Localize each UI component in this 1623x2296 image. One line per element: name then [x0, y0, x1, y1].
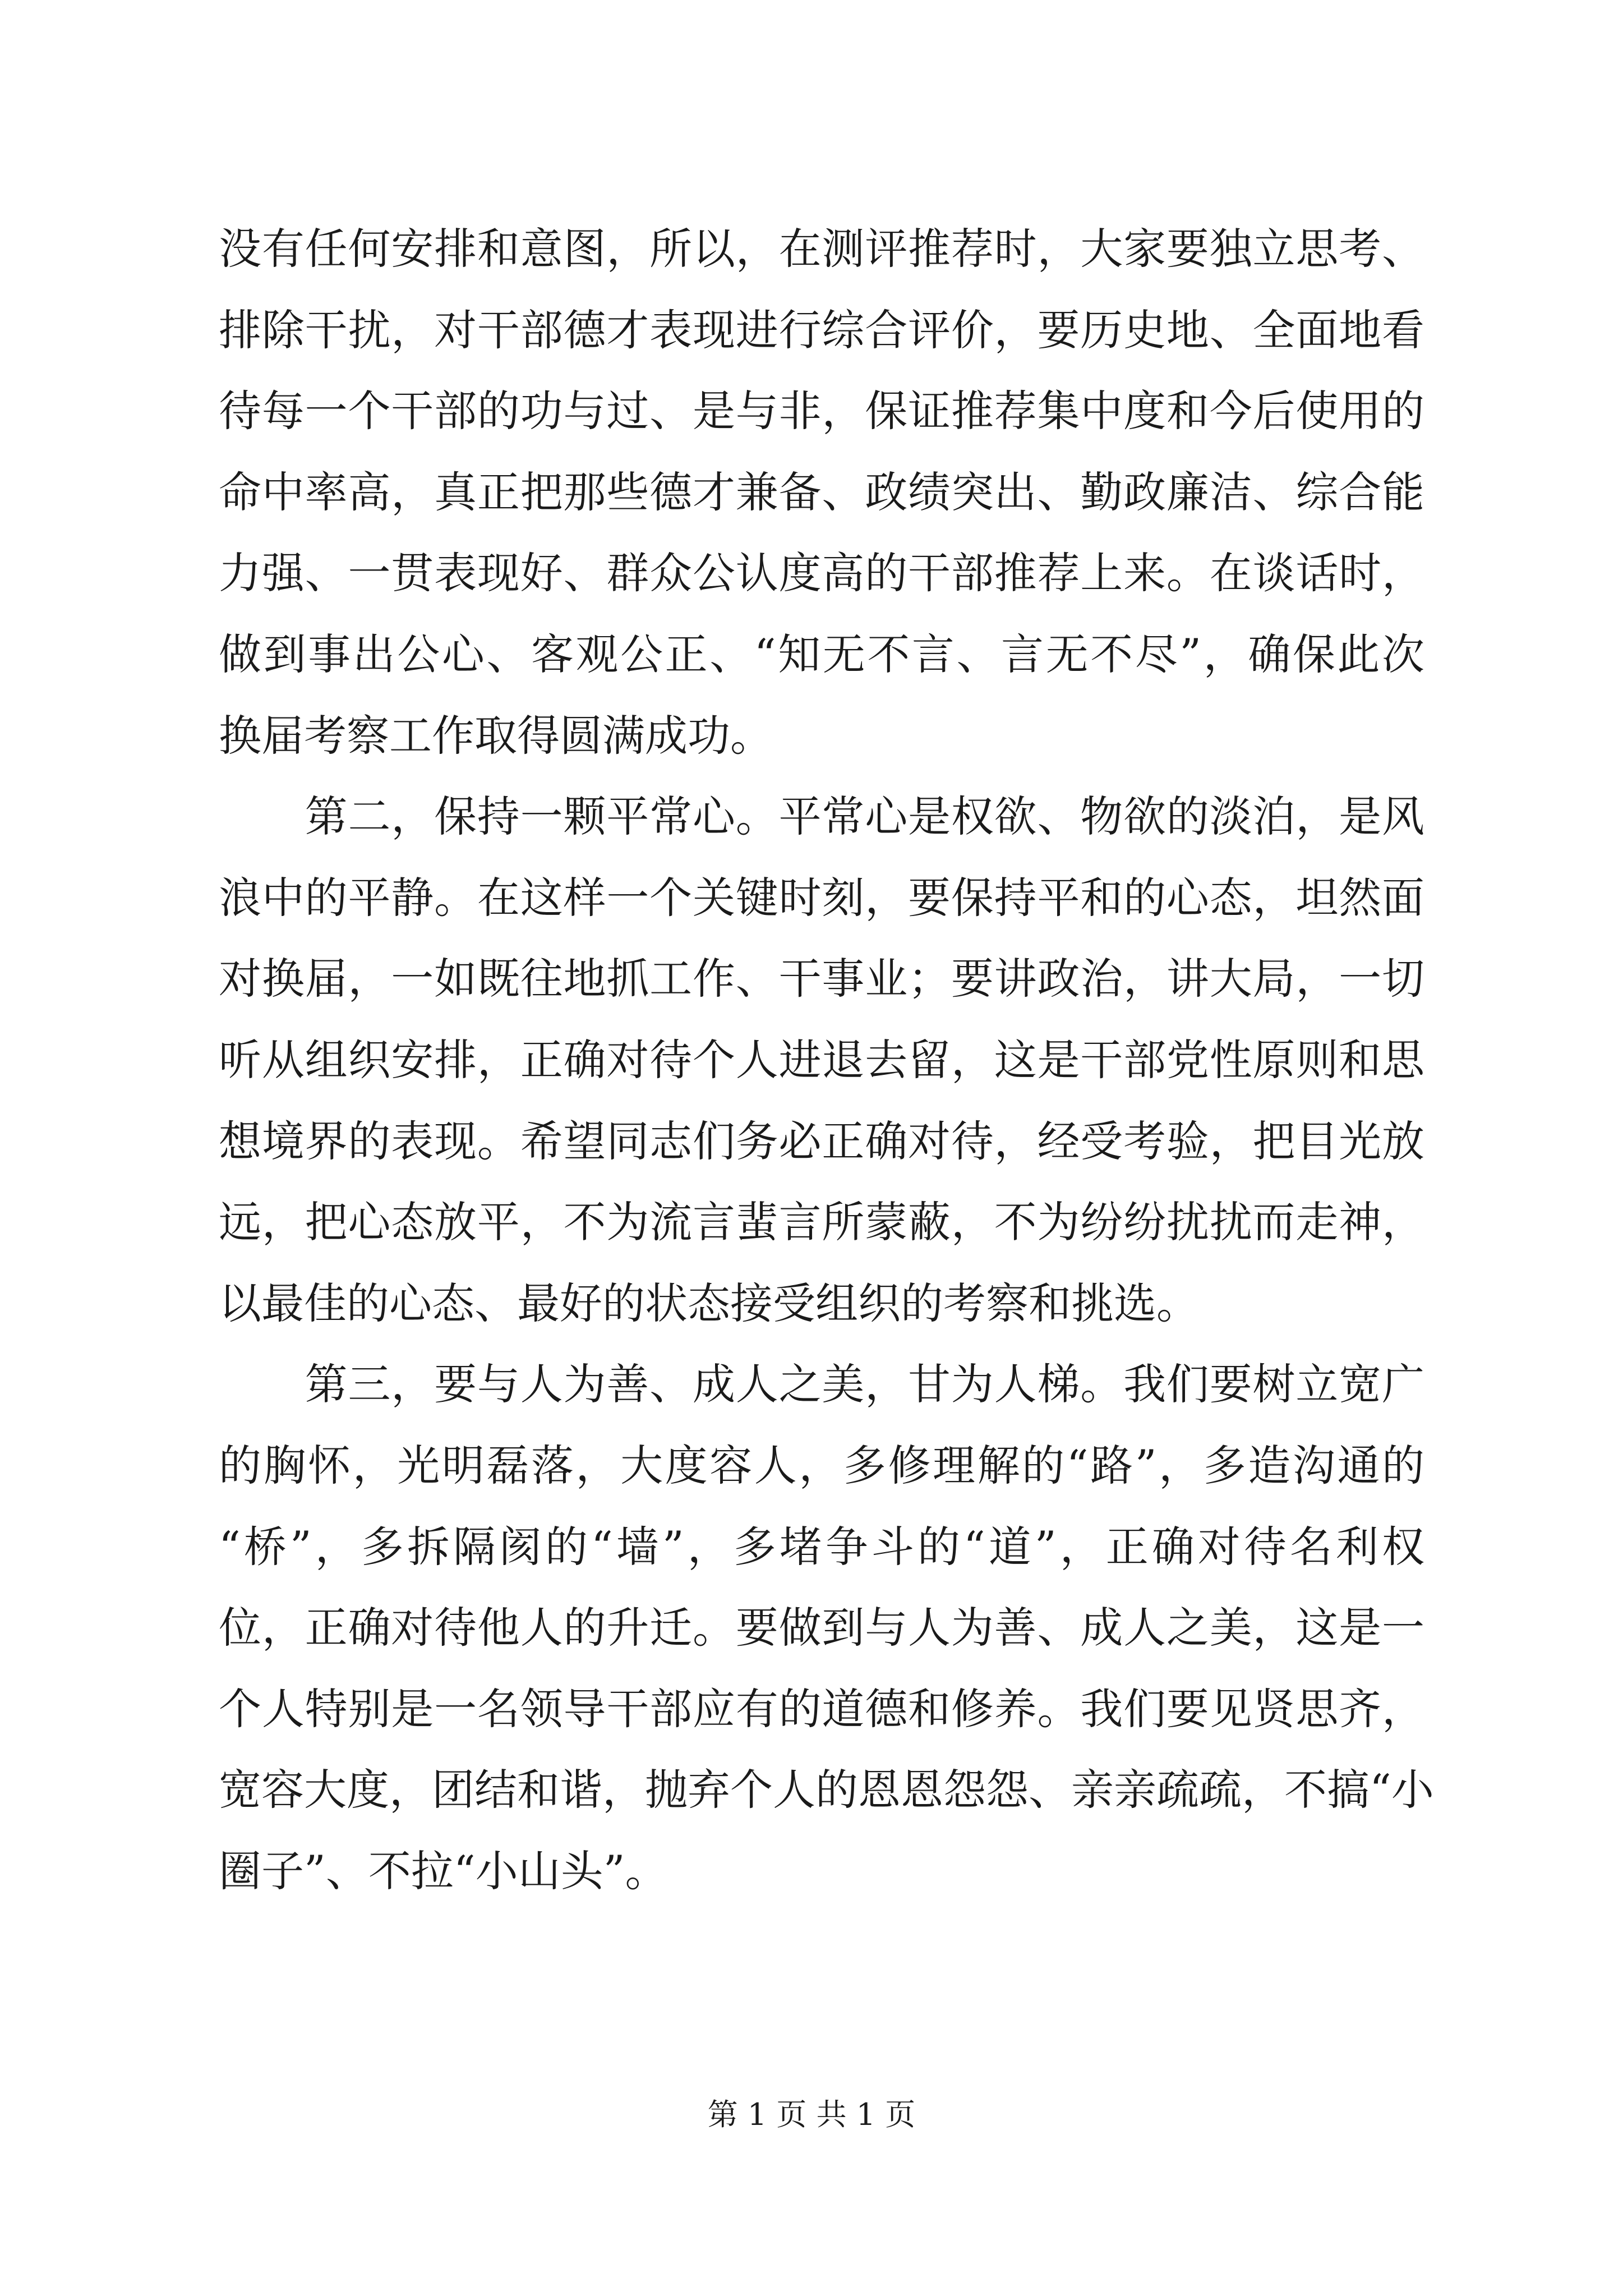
text-line: 圈子”、不拉“小山头”。 [219, 1846, 668, 1896]
text-line: 宽容大度，团结和谐，抛弃个人的恩恩怨怨、亲亲疏疏，不搞“小 [219, 1765, 1434, 1815]
document-body [219, 209, 1434, 1912]
text-line: 对换届，一如既往地抓工作、干事业；要讲政治，讲大局，一切 [219, 954, 1424, 1004]
text-line: “桥”，多拆隔阂的“墙”，多堵争斗的“道”，正确对待名利权 [219, 1521, 1424, 1572]
text-line: 个人特别是一名领导干部应有的道德和修养。我们要见贤思齐， [219, 1683, 1424, 1734]
text-line: 换届考察工作取得圆满成功。 [219, 710, 773, 761]
text-line: 第三，要与人为善、成人之美，甘为人梯。我们要树立宽广 [219, 1359, 1424, 1410]
text-line: 浪中的平静。在这样一个关键时刻，要保持平和的心态，坦然面 [219, 872, 1424, 923]
text-line: 力强、一贯表现好、群众公认度高的干部推荐上来。在谈话时， [219, 548, 1424, 599]
text-line: 排除干扰，对干部德才表现进行综合评价，要历史地、全面地看 [219, 305, 1424, 355]
text-line: 第二，保持一颗平常心。平常心是权欲、物欲的淡泊，是风 [219, 792, 1424, 842]
text-line: 命中率高，真正把那些德才兼备、政绩突出、勤政廉洁、综合能 [219, 467, 1424, 517]
text-line: 没有任何安排和意图，所以，在测评推荐时，大家要独立思考、 [219, 224, 1424, 274]
text-line: 以最佳的心态、最好的状态接受组织的考察和挑选。 [219, 1278, 1199, 1328]
text-line: 的胸怀，光明磊落，大度容人，多修理解的“路”，多造沟通的 [219, 1440, 1424, 1490]
text-line: 做到事出公心、客观公正、“知无不言、言无不尽”，确保此次 [219, 629, 1424, 679]
text-line: 待每一个干部的功与过、是与非，保证推荐集中度和今后使用的 [219, 386, 1424, 436]
text-line: 位，正确对待他人的升迁。要做到与人为善、成人之美，这是一 [219, 1603, 1424, 1653]
text-line: 听从组织安排，正确对待个人进退去留，这是干部党性原则和思 [219, 1034, 1424, 1085]
page-footer: 第 1 页 共 1 页 [707, 2097, 916, 2132]
text-line: 想境界的表现。希望同志们务必正确对待，经受考验，把目光放 [219, 1116, 1424, 1166]
text-line: 远，把心态放平，不为流言蜚言所蒙蔽，不为纷纷扰扰而走神， [219, 1197, 1424, 1248]
